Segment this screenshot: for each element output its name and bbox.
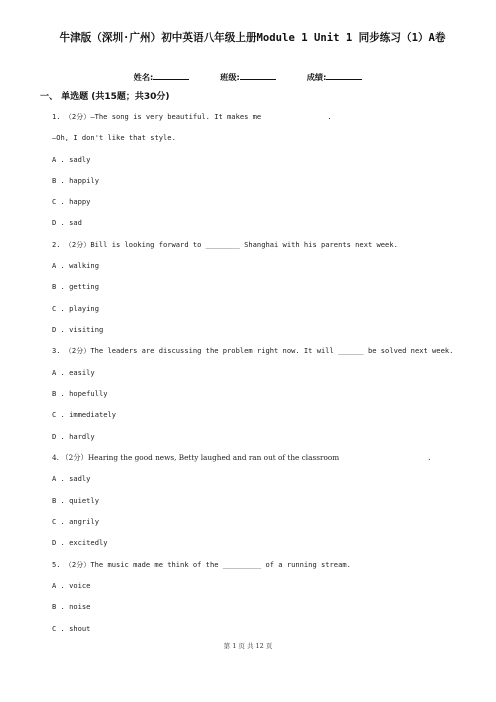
question-4-stem-tail: .	[427, 453, 432, 462]
question-5-option-b: B . noise	[52, 602, 91, 611]
question-4-option-d: D . excitedly	[52, 538, 108, 547]
name-field	[134, 71, 190, 83]
question-3-option-d: D . hardly	[52, 432, 95, 441]
question-3-option-b: B . hopefully	[52, 389, 108, 398]
question-1-option-c: C . happy	[52, 197, 91, 206]
question-2-option-c: C . playing	[52, 304, 99, 313]
question-5-option-c: C . shout	[52, 624, 91, 633]
question-1-stem: 1. （2分）—The song is very beautiful. It makes me	[52, 112, 262, 121]
question-2-stem: 2. （2分）Bill is looking forward to ________ Shanghai with his parents next week.	[52, 240, 398, 249]
name-label: 姓名:	[133, 72, 154, 82]
name-blank	[153, 71, 189, 80]
question-4-stem: 4. （2分）Hearing the good news, Betty laughed and ran out of the classroom	[52, 453, 340, 462]
question-1-option-a: A . sadly	[52, 155, 91, 164]
question-2-option-a: A . walking	[52, 261, 99, 270]
score-field	[307, 71, 363, 83]
student-info-row	[0, 71, 496, 83]
question-1-stem-2: —Oh, I don't like that style.	[52, 133, 176, 142]
question-5-stem: 5. （2分）The music made me think of the _________ of a running stream.	[52, 560, 351, 569]
class-label: 班级:	[220, 72, 240, 82]
question-1-option-d: D . sad	[52, 218, 82, 227]
question-4-stem-row	[52, 453, 431, 463]
question-stem	[52, 112, 331, 122]
question-1-stem-tail: .	[327, 112, 332, 121]
question-2-option-b: B . getting	[52, 282, 99, 291]
document-title: 牛津版（深圳·广州）初中英语八年级上册Module 1 Unit 1 同步练习（1）A卷	[59, 32, 446, 44]
question-4-option-b: B . quietly	[52, 496, 99, 505]
question-1-option-b: B . happily	[52, 176, 99, 185]
question-2-option-d: D . visiting	[52, 325, 104, 334]
question-4-option-a: A . sadly	[52, 474, 91, 483]
score-blank	[326, 71, 362, 80]
score-label: 成绩:	[306, 72, 327, 82]
question-3-option-c: C . immediately	[52, 410, 117, 419]
question-5-option-a: A . voice	[52, 581, 91, 590]
question-3-option-a: A . easily	[52, 368, 95, 377]
class-blank	[240, 71, 276, 80]
question-4-option-c: C . angrily	[52, 517, 99, 526]
page-footer: 第 1 页 共 12 页	[223, 642, 273, 650]
section-heading: 一、 单选题 (共15题；共30分)	[40, 92, 170, 102]
question-3-stem: 3. （2分）The leaders are discussing the problem right now. It will ______ be solved next week.	[52, 346, 454, 355]
class-field	[220, 71, 276, 83]
